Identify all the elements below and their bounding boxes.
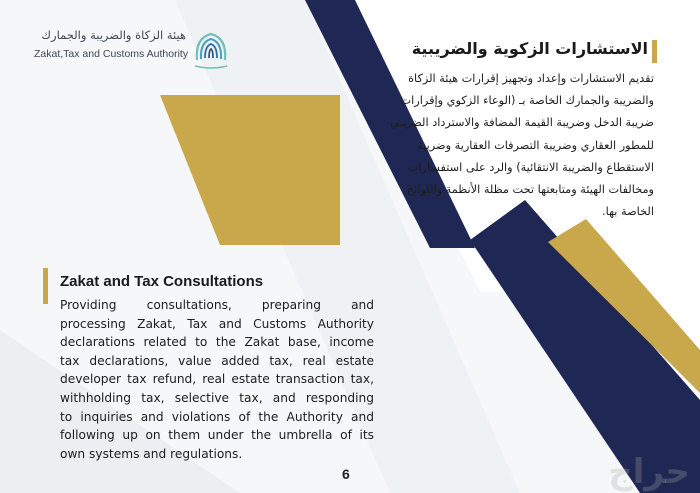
english-title-accent-bar [43, 268, 48, 304]
english-body-line: declarations related to the Zakat base, income [60, 335, 374, 350]
arabic-section-body [362, 68, 654, 223]
english-section-title: Zakat and Tax Consultations [60, 273, 264, 290]
english-body-line: tax declarations, value added tax, real estate [60, 353, 374, 368]
arabic-body-line: والضريبة والجمارك الخاصة بـ (الوعاء الزكوي وإقرارات [400, 94, 654, 108]
org-name-arabic: هيئة الزكاة والضريبة والجمارك [41, 28, 186, 42]
english-body-line: following up on them under the umbrella of its [60, 428, 374, 443]
arabic-body-line: للمطور العقاري وضريبة التصرفات العقارية وضريبة [417, 138, 654, 152]
english-body-line: to inquiries and violations of the Authority and [60, 409, 374, 424]
english-body-line: developer tax refund, real estate transaction tax, [60, 372, 374, 387]
english-body-line: withholding tax, selective tax, and responding [60, 390, 374, 405]
arabic-body-line: ضريبة الدخل وضريبة القيمة المضافة والاسترداد الضريبي [390, 116, 654, 130]
watermark: حراج [608, 452, 690, 492]
english-body-line: processing Zakat, Tax and Customs Authority [60, 316, 374, 331]
arabic-body-line: تقديم الاستشارات وإعداد وتجهيز إقرارات هيئة الزكاة [408, 72, 654, 85]
arabic-section-title: الاستشارات الزكوية والضريبية [411, 39, 648, 58]
org-name-english: Zakat,Tax and Customs Authority [34, 48, 189, 60]
zatca-fingerprint-logo-icon [191, 26, 231, 72]
arabic-body-line: ومخالفات الهيئة ومتابعتها تحت مظلة الأنظمة واللوائح [406, 183, 654, 197]
page-number: 6 [342, 466, 350, 482]
english-section-body [60, 296, 374, 463]
arabic-body-line: الخاصة بها. [602, 205, 654, 219]
org-logo [30, 26, 230, 76]
english-body-line: Providing consultations, preparing and [60, 298, 374, 312]
arabic-title-accent-bar [652, 40, 657, 63]
arabic-body-line: الاستقطاع والضريبة الانتقائية) والرد على استفسارات [407, 160, 654, 174]
english-body-line: own systems and regulations. [60, 446, 243, 461]
